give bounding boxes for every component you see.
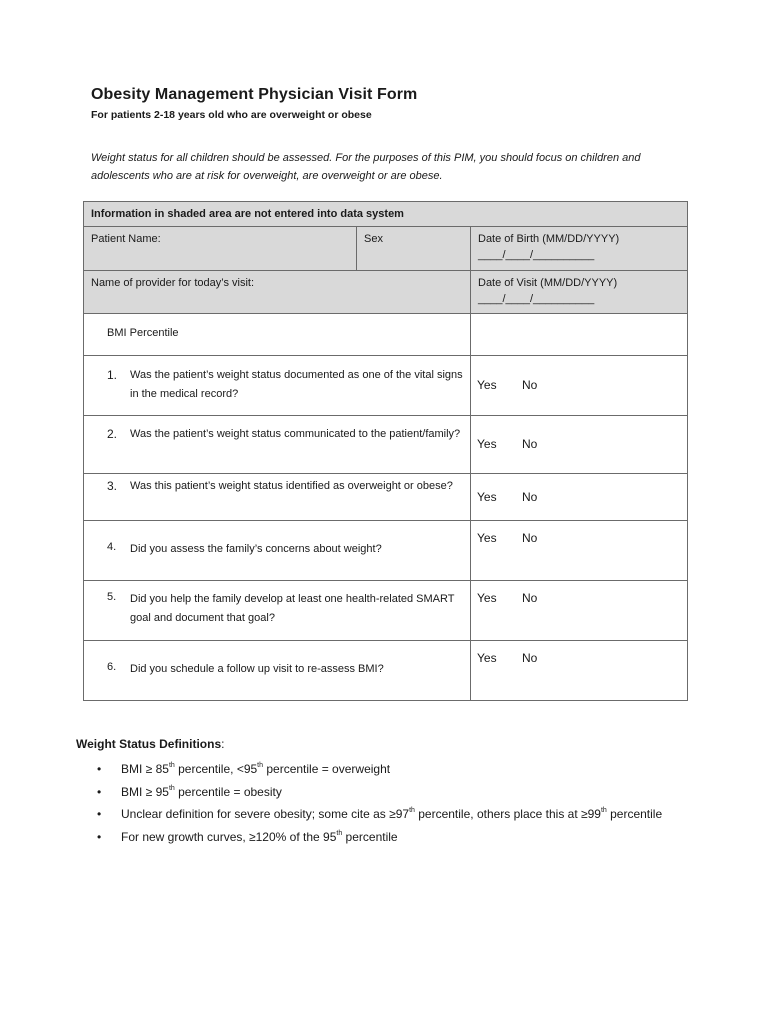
visit-date-blank: ____/____/__________	[478, 293, 595, 305]
answer-cell	[471, 581, 688, 641]
form-title: Obesity Management Physician Visit Form	[91, 86, 418, 103]
ordinal-suffix: th	[257, 762, 264, 769]
sex-field[interactable]	[357, 227, 471, 271]
provider-label: Name of provider for today’s visit:	[91, 277, 255, 289]
answer-cell	[471, 641, 688, 701]
question-row	[84, 474, 471, 521]
definition-text: For new growth curves, ≥120% of the 95	[121, 829, 337, 844]
definition-text: BMI ≥ 85	[121, 762, 169, 776]
dob-label: Date of Birth (MM/DD/YYYY)	[478, 233, 620, 245]
definition-text: percentile = obesity	[174, 784, 282, 799]
definition-text: Unclear definition for severe obesity; some cite as ≥97	[121, 807, 410, 821]
ordinal-suffix: th	[600, 807, 607, 814]
yes-option[interactable]: Yes	[477, 437, 497, 451]
definition-text: percentile, others place this at ≥99	[414, 807, 601, 821]
definitions-heading-colon: :	[221, 737, 225, 751]
question-row	[84, 641, 471, 701]
provider-name-field[interactable]	[84, 271, 471, 314]
no-option[interactable]: No	[522, 531, 538, 545]
visit-date-label: Date of Visit (MM/DD/YYYY)	[478, 277, 618, 289]
intro-text: Weight status for all children should be assessed. For the purposes of this PIM, you should focus on children and adolescents who are at risk for overweight, are overweight or are obese.	[91, 152, 641, 182]
definition-growth-curves	[95, 826, 687, 849]
dob-blank: ____/____/__________	[478, 249, 595, 261]
sex-label: Sex	[364, 233, 383, 245]
shaded-area-header: Information in shaded area are not entered into data system	[84, 202, 688, 227]
question-row	[84, 521, 471, 581]
definitions-heading-text: Weight Status Definitions	[76, 737, 222, 751]
yes-option[interactable]: Yes	[477, 378, 497, 392]
question-text: Was the patient’s weight status communicated to the patient/family?	[130, 428, 461, 440]
ordinal-suffix: th	[168, 784, 175, 792]
question-row	[84, 416, 471, 474]
ordinal-suffix: th	[168, 762, 175, 769]
yes-option[interactable]: Yes	[477, 591, 497, 605]
definition-text: percentile = overweight	[263, 762, 391, 776]
answer-cell	[471, 521, 688, 581]
definition-text: percentile	[342, 829, 398, 844]
question-row	[84, 581, 471, 641]
yes-option[interactable]: Yes	[477, 531, 497, 545]
bullet: •	[97, 784, 102, 799]
question-text: Was the patient’s weight status documented as one of the vital signs in the medical record?	[130, 369, 463, 400]
no-option[interactable]: No	[522, 378, 538, 392]
answer-cell	[471, 474, 688, 521]
yes-option[interactable]: Yes	[477, 490, 497, 504]
patient-name-field[interactable]	[84, 227, 357, 271]
bullet: •	[97, 762, 102, 776]
ordinal-suffix: th	[336, 829, 343, 837]
bmi-label: BMI Percentile	[107, 327, 179, 339]
question-number: 4.	[107, 541, 117, 553]
ordinal-suffix: th	[409, 807, 415, 814]
visit-form-table	[83, 201, 688, 701]
question-number: 2.	[107, 427, 118, 441]
visit-date-field[interactable]	[471, 271, 688, 314]
definitions-heading	[76, 737, 224, 751]
question-number: 3.	[107, 479, 118, 493]
bmi-label-cell	[84, 314, 471, 356]
bullet: •	[97, 829, 102, 844]
definition-obesity	[95, 781, 687, 804]
definition-severe-obesity	[95, 803, 687, 826]
definition-text: BMI ≥ 95	[121, 784, 169, 799]
answer-cell	[471, 416, 688, 474]
definition-overweight	[95, 758, 687, 781]
question-number: 5.	[107, 591, 117, 603]
definitions-list	[95, 758, 687, 848]
patient-name-label: Patient Name:	[91, 233, 161, 245]
question-text: Did you assess the family’s concerns about weight?	[130, 543, 382, 555]
question-text: Was this patient’s weight status identified as overweight or obese?	[130, 480, 453, 492]
answer-cell	[471, 356, 688, 416]
yes-option[interactable]: Yes	[477, 651, 497, 665]
no-option[interactable]: No	[522, 591, 538, 605]
definition-text: percentile, <95	[174, 762, 258, 776]
bullet: •	[97, 807, 102, 821]
no-option[interactable]: No	[522, 437, 538, 451]
no-option[interactable]: No	[522, 651, 538, 665]
no-option[interactable]: No	[522, 490, 538, 504]
question-row	[84, 356, 471, 416]
bmi-value-field[interactable]	[471, 314, 688, 356]
definition-text: percentile	[606, 807, 663, 821]
question-text: Did you help the family develop at least one health-related SMART goal and document that goal?	[130, 593, 455, 624]
form-subtitle: For patients 2-18 years old who are overweight or obese	[91, 109, 372, 121]
dob-field[interactable]	[471, 227, 688, 271]
question-number: 1.	[107, 368, 118, 382]
question-number: 6.	[107, 661, 117, 673]
question-text: Did you schedule a follow up visit to re-assess BMI?	[130, 663, 384, 675]
